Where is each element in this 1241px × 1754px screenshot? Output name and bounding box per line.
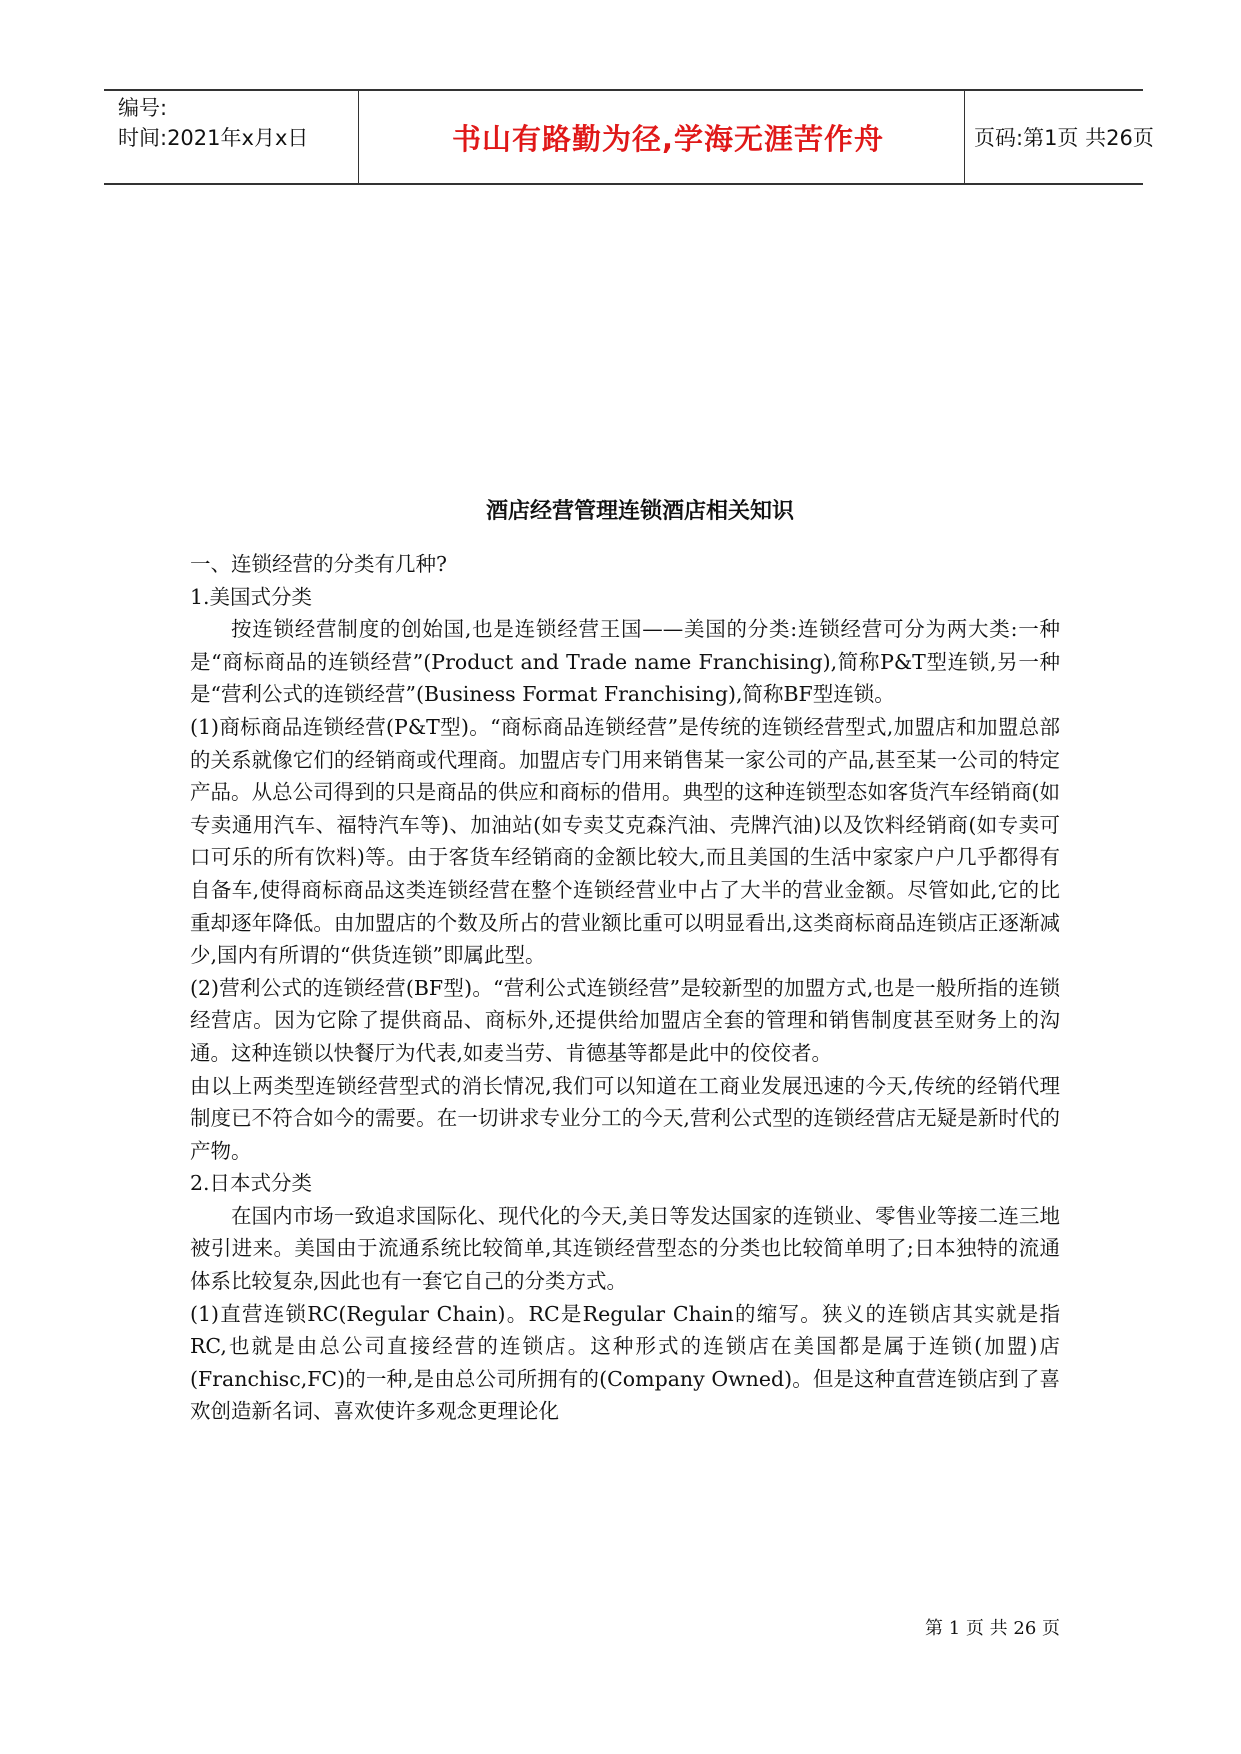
page-header [104, 89, 1154, 185]
paragraph-bf-chain: (2)营利公式的连锁经营(BF型)。“营利公式连锁经营”是较新型的加盟方式,也是一般所指的连锁经营店。因为它除了提供商品、商标外,还提供给加盟店全套的管理和销售制度甚至财务上的沟通。这种连锁以快餐厅为代表,如麦当劳、肯德基等都是此中的佼佼者。 [190, 975, 1060, 1065]
paragraph-pt-chain: (1)商标商品连锁经营(P&T型)。“商标商品连锁经营”是传统的连锁经营型式,加盟店和加盟总部的关系就像它们的经销商或代理商。加盟店专门用来销售某一家公司的产品,甚至某一公司的特定产品。从总公司得到的只是商品的供应和商标的借用。典型的这种连锁型态如客货汽车经销商(如专卖通用汽车、福特汽车等)、加油站(如专卖艾克森汽油、壳牌汽油)以及饮料经销商(如专卖可口可乐的所有饮料)等。由于客货车经销商的金额比较大,而且美国的生活中家家户户几乎都得有自备车,使得商标商品这类连锁经营在整个连锁经营业中占了大半的营业金额。尽管如此,它的比重却逐年降低。由加盟店的个数及所占的营业额比重可以明显看出,这类商标商品连锁店正逐渐减少,国内有所谓的“供货连锁”即属此型。 [190, 714, 1060, 968]
paragraph-us-summary: 由以上两类型连锁经营型式的消长情况,我们可以知道在工商业发展迅速的今天,传统的经销代理制度已不符合如今的需要。在一切讲求专业分工的今天,营利公式型的连锁经营店无疑是新时代的产物。 [190, 1073, 1060, 1163]
header-divider-right [964, 91, 965, 183]
paragraph-us-intro: 按连锁经营制度的创始国,也是连锁经营王国——美国的分类:连锁经营可分为两大类:一种是“商标商品的连锁经营”(Product and Trade name Franchising),简称P&T型连锁,另一种是“营利公式的连锁经营”(Business Format Franchising),简称BF型连锁。 [190, 617, 1060, 707]
header-motto: 书山有路勤为径,学海无涯苦作舟 [451, 121, 885, 156]
header-divider-left [358, 91, 359, 183]
document-number-label: 编号: [118, 96, 168, 120]
header-page-number: 页码:第1页 共26页 [974, 126, 1154, 150]
section-heading-1: 一、连锁经营的分类有几种? [190, 552, 447, 576]
subsection-heading-us: 1.美国式分类 [190, 584, 313, 609]
page-footer: 第 1 页 共 26 页 [925, 1618, 1060, 1639]
document-time-label: 时间:2021年x月x日 [118, 126, 309, 150]
subsection-heading-jp: 2.日本式分类 [190, 1171, 313, 1196]
document-title: 酒店经营管理连锁酒店相关知识 [485, 499, 794, 524]
paragraph-rc-chain: (1)直营连锁RC(Regular Chain)。RC是Regular Chain的缩写。狭义的连锁店其实就是指RC,也就是由总公司直接经营的连锁店。这种形式的连锁店在美国都是属于连锁(加盟)店(Franchisc,FC)的一种,是由总公司所拥有的(Company Owned)。但是这种直营连锁店到了喜欢创造新名词、喜欢使许多观念更理论化 [190, 1301, 1060, 1424]
header-meta [118, 93, 358, 153]
document-body [190, 548, 1060, 1428]
paragraph-jp-intro: 在国内市场一致追求国际化、现代化的今天,美日等发达国家的连锁业、零售业等接二连三地被引进来。美国由于流通系统比较简单,其连锁经营型态的分类也比较简单明了;日本独特的流通体系比较复杂,因此也有一套它自己的分类方式。 [190, 1203, 1060, 1294]
